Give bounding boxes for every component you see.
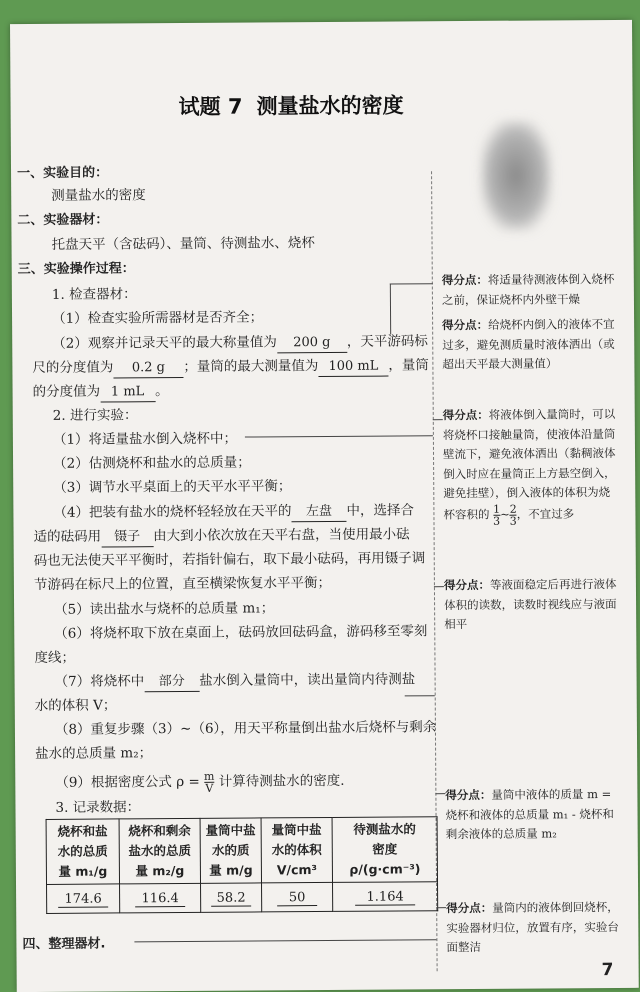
step-5: （5）读出盐水与烧杯的总质量 m₁； [54, 600, 275, 618]
title-number: 试题 7 [178, 94, 243, 119]
table-cell: 174.6 [47, 884, 120, 914]
table-header: 待测盐水的 密度 ρ/(g·cm⁻³) [332, 817, 437, 883]
workbook-page [10, 20, 639, 992]
balance-max-value: 200 g [277, 334, 347, 353]
step-2: （2）估测烧杯和盐水的总质量； [53, 454, 251, 472]
equipment-text: 托盘天平（含砝码）、量筒、待测盐水、烧杯 [51, 235, 315, 253]
score-note-5: 得分点：量筒中液体的质量 m = 烧杯和液体的总质量 m₁ - 烧杯和剩余液体的总质量 m₂ [445, 786, 614, 842]
step-1: （1）将适量盐水倒入烧杯中； [52, 430, 238, 448]
connector-line [134, 939, 436, 942]
fraction-one-third: $\frac{1}{3}$ [493, 502, 501, 528]
blurred-region [481, 120, 552, 230]
fraction-two-thirds: $\frac{2}{3}$ [509, 502, 517, 528]
table-header: 烧杯和盐 水的总质 量 m₁/g [46, 819, 119, 885]
table-cell: 116.4 [120, 883, 201, 913]
step-8-line-2: 盐水的总质量 m₂； [35, 745, 153, 763]
step-6-line-1: （6）将烧杯取下放在桌面上，砝码放回砝码盒，游码移至零刻 [54, 623, 428, 642]
step-4-line-3: 码也无法使天平平衡时，若指针偏右，取下最小砝码，再用镊子调 [33, 550, 426, 570]
table-cell: 50 [262, 882, 333, 911]
title-name: 测量盐水的密度 [256, 93, 404, 119]
score-note-4: 得分点：等液面稳定后再进行液体体积的读数，读数时视线应与液面相平 [443, 576, 617, 632]
equipment-heading: 二、实验器材： [17, 212, 109, 229]
step-7-line-1: （7）将烧杯中 部分 盐水倒入量筒中，读出量筒内待测盐 [55, 670, 416, 693]
check-step-1: （1）检查实验所需器材是否齐全； [52, 309, 264, 327]
check-step-2-line-2: 尺的分度值为 0.2 g ；量筒的最大测量值为 100 mL ，量筒 [32, 356, 429, 379]
step-9: （9）根据密度公式 ρ = $\frac{m}{V}$ 计算待测盐水的密度. [55, 769, 345, 795]
connector-line [435, 793, 445, 794]
connector-line [405, 695, 435, 696]
step-4-line-1: （4）把装有盐水的烧杯轻轻放在天平的 左盘 中，选择合 [53, 502, 415, 521]
density-formula-fraction: $\frac{m}{V}$ [203, 769, 215, 795]
table-cell: 1.164 [333, 882, 438, 912]
connector-line [434, 586, 444, 587]
step-4-line-2: 适的砝码用 镊子 由大到小依次放在天平右盘，当使用最小砝 [34, 525, 410, 548]
purpose-heading: 一、实验目的： [16, 165, 109, 182]
purpose-text: 测量盐水的密度 [51, 187, 146, 204]
record-heading: 3. 记录数据： [55, 799, 141, 816]
step-4-line-4: 节游码在标尺上的位置，直至横梁恢复水平平衡； [33, 574, 331, 594]
do-heading: 2. 进行实验： [52, 407, 138, 424]
portion-answer: 部分 [144, 673, 199, 692]
page-number: 7 [601, 959, 614, 981]
tidy-heading: 四、整理器材. [22, 936, 106, 953]
cylinder-division-value: 1 mL [100, 383, 155, 402]
check-step-2-line-1: （2）观察并记录天平的最大称量值为 200 g ，天平游码标 [52, 333, 428, 352]
score-note-6: 得分点：量筒内的液体倒回烧杯，实验器材归位，放置有序，实验台面整洁 [446, 899, 619, 955]
cylinder-max-value: 100 mL [318, 358, 388, 377]
tweezers-answer: 镊子 [101, 528, 153, 547]
check-step-2-line-3: 的分度值为 1 mL 。 [33, 382, 169, 403]
step-6-line-2: 度线； [34, 649, 75, 667]
page-title [178, 89, 417, 121]
score-note-2: 得分点：给烧杯内倒入的液体不宜过多，避免测质量时液体洒出（或超出天平最大测量值） [442, 316, 615, 372]
record-table [46, 816, 439, 914]
check-heading: 1. 检查器材： [51, 286, 137, 303]
table-cell: 58.2 [201, 883, 262, 912]
table-header: 量筒中盐 水的体积 V/cm³ [261, 817, 332, 882]
connector-line [433, 419, 443, 420]
score-note-1: 得分点：将适量待测液体倒入烧杯之前，保证烧杯内外壁干燥 [441, 271, 615, 307]
connector-line [436, 907, 446, 908]
table-header: 量筒中盐 水的质 量 m/g [200, 818, 261, 883]
step-8-line-1: （8）重复步骤（3）~（6），用天平称量倒出盐水后烧杯与剩余 [54, 719, 437, 738]
table-header: 烧杯和剩余 盐水的总质 量 m₂/g [119, 818, 200, 884]
score-note-3: 得分点：将液体倒入量筒时，可以将烧杯口接触量筒，使液体沿量筒壁流下，避免液体洒出（黏稠液体倒入时应在量筒正上方悬空倒入，避免挂壁），倒入液体的体积为烧杯容积的 $\frac{1}{3}$ ~ $\frac{2}{3}$ ，不宜过多 [442, 406, 616, 528]
step-3: （3）调节水平桌面上的天平水平平衡； [53, 478, 292, 496]
process-heading: 三、实验操作过程： [17, 261, 135, 278]
connector-line [245, 435, 433, 437]
rider-division-value: 0.2 g [113, 359, 183, 378]
left-pan-answer: 左盘 [291, 503, 346, 522]
step-7-line-2: 水的体积 V； [34, 697, 117, 715]
connector-line [390, 283, 433, 334]
